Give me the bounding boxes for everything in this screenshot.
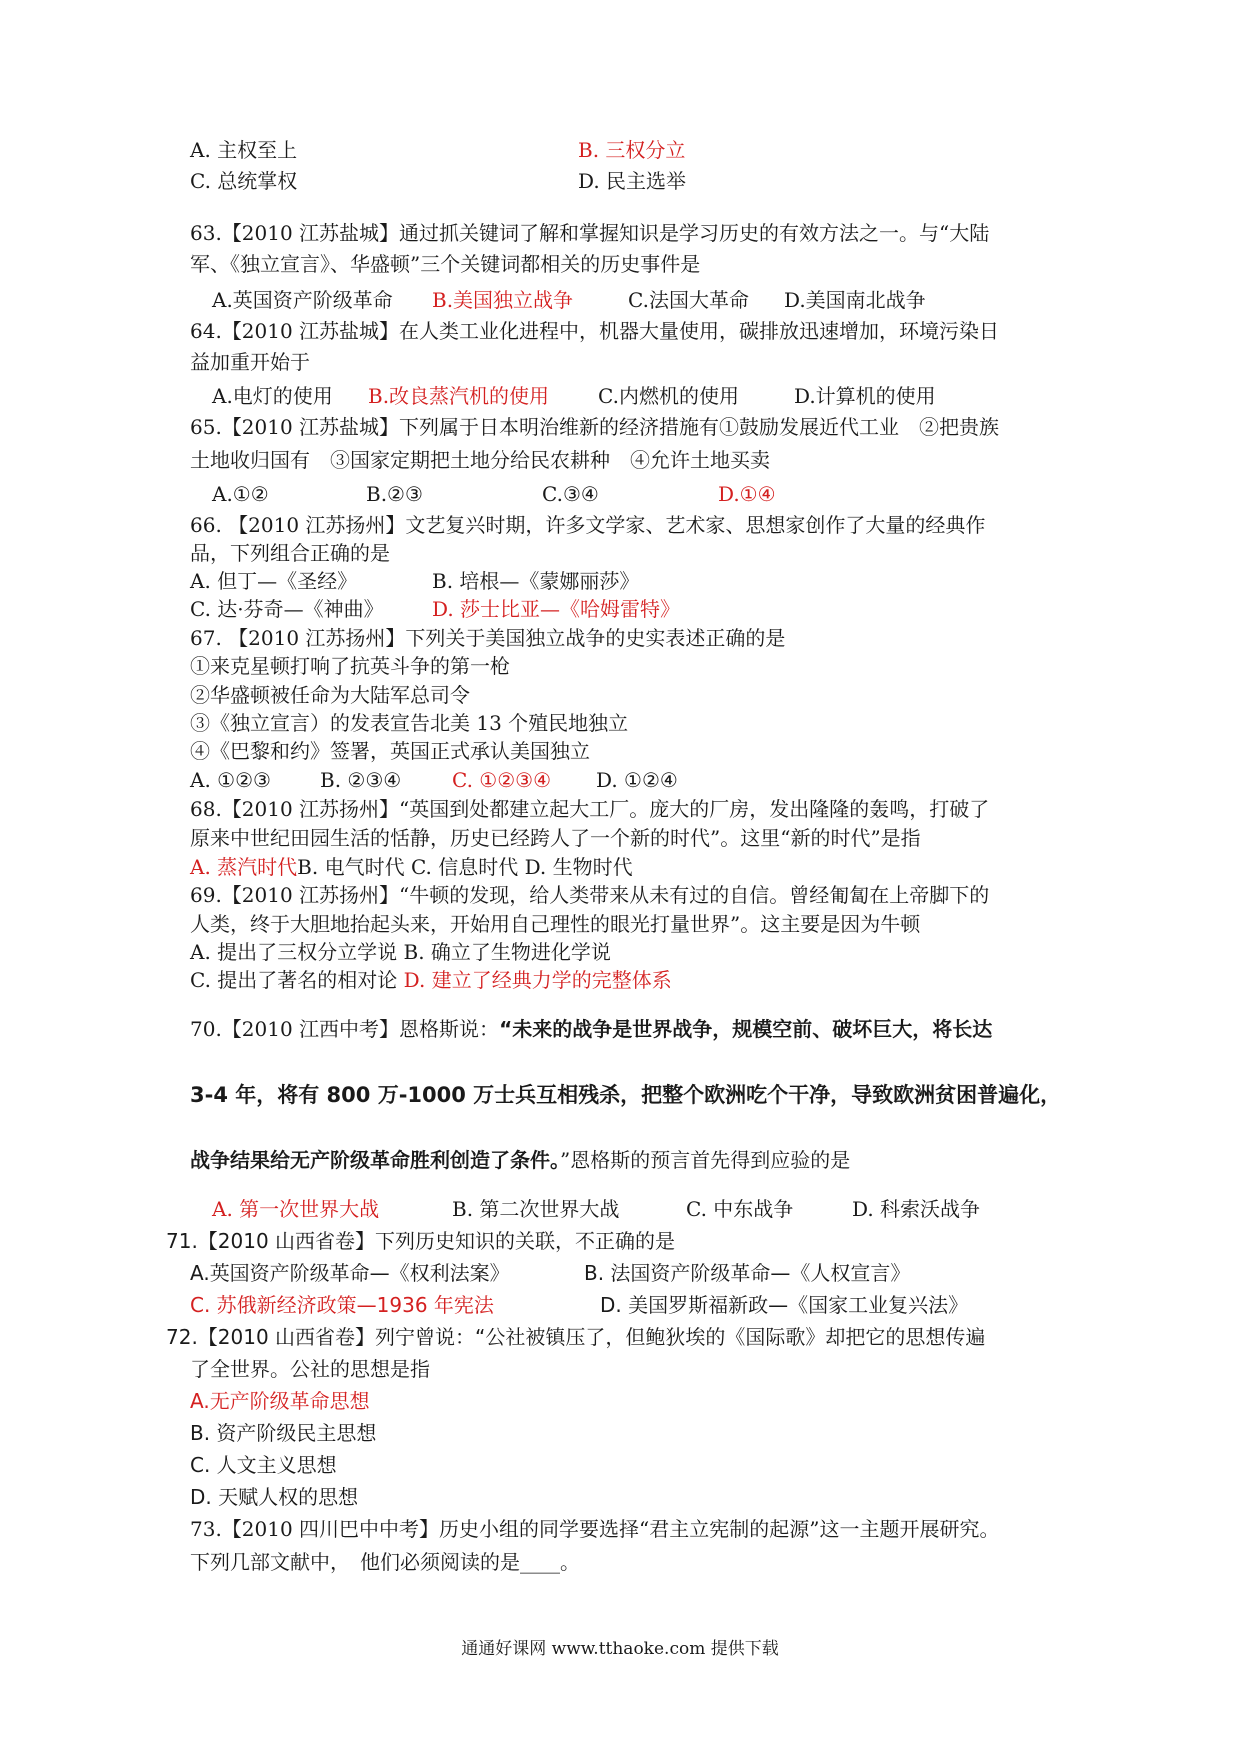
question-71: 71.【2010 山西省卷】下列历史知识的关联，不正确的是	[166, 1229, 676, 1253]
q69-answer-d: D. 建立了经典力学的完整体系	[403, 968, 672, 992]
q71-option-a: A.英国资产阶级革命—《权利法案》	[190, 1261, 510, 1285]
q70-prefix: 70.【2010 江西中考】恩格斯说：	[190, 1017, 500, 1041]
q70-answer-a: A. 第一次世界大战	[212, 1197, 380, 1221]
q65-option-a: A.①②	[212, 482, 269, 506]
q67-option-d: D. ①②④	[596, 768, 678, 792]
q69-options-cd	[190, 966, 672, 994]
q68-options	[190, 853, 633, 881]
page-footer: 通通好课网 www.tthaoke.com 提供下载	[461, 1639, 779, 1659]
q67-statement-3: ③《独立宣言）的发表宣告北美 13 个殖民地独立	[190, 711, 629, 735]
q68-answer-a: A. 蒸汽时代	[190, 855, 298, 879]
question-73-line1: 73.【2010 四川巴中中考】历史小组的同学要选择“君主立宪制的起源”这一主题开展研究。	[190, 1517, 1000, 1541]
q64-option-c: C.内燃机的使用	[598, 384, 739, 408]
q72-option-b: B. 资产阶级民主思想	[190, 1421, 377, 1445]
q69-options-ab: A. 提出了三权分立学说 B. 确立了生物进化学说	[190, 940, 611, 964]
q69-option-c: C. 提出了著名的相对论	[190, 968, 398, 992]
q70-option-d: D. 科索沃战争	[852, 1197, 981, 1221]
q63-answer-b: B.美国独立战争	[432, 288, 574, 312]
q63-option-c: C.法国大革命	[628, 288, 749, 312]
q65-option-c: C.③④	[542, 482, 599, 506]
question-66-line2: 品，下列组合正确的是	[190, 541, 390, 565]
q72-option-d: D. 天赋人权的思想	[190, 1485, 359, 1509]
q67-option-a: A. ①②③	[190, 768, 271, 792]
question-64-line2: 益加重开始于	[190, 350, 310, 374]
q66-option-b: B. 培根—《蒙娜丽莎》	[432, 569, 640, 593]
option-c: C. 总统掌权	[190, 169, 298, 193]
question-68-line1: 68.【2010 江苏扬州】“英国到处都建立起大工厂。庞大的厂房，发出隆隆的轰鸣，打破了	[190, 797, 990, 821]
q66-option-a: A. 但丁—《圣经》	[190, 569, 358, 593]
question-68-line2: 原来中世纪田园生活的恬静，历史已经跨人了一个新的时代”。这里“新的时代”是指	[190, 826, 921, 850]
question-67-line1: 67. 【2010 江苏扬州】下列关于美国独立战争的史实表述正确的是	[190, 626, 786, 650]
question-65-line2: 土地收归国有 ③国家定期把土地分给民农耕种 ④允许土地买卖	[190, 448, 770, 472]
question-65-line1: 65.【2010 江苏盐城】下列属于日本明治维新的经济措施有①鼓励发展近代工业 ②把贵族	[190, 415, 1000, 439]
option-d: D. 民主选举	[578, 169, 687, 193]
question-69-line2: 人类，终于大胆地抬起头来，开始用自己理性的眼光打量世界”。这主要是因为牛顿	[190, 912, 921, 936]
q64-option-d: D.计算机的使用	[794, 384, 936, 408]
q63-option-a: A.英国资产阶级革命	[212, 288, 393, 312]
q70-quote-start: “未来的战争是世界战争，规模空前、破坏巨大，将长达	[499, 1017, 993, 1041]
q70-option-c: C. 中东战争	[686, 1197, 794, 1221]
question-72-line1: 72.【2010 山西省卷】列宁曾说：“公社被镇压了，但鲍狄埃的《国际歌》却把它的思想传遍	[166, 1325, 986, 1349]
question-72-line2: 了全世界。公社的思想是指	[190, 1357, 430, 1381]
answer-option-b: B. 三权分立	[578, 138, 686, 162]
q67-statement-1: ①来克星顿打响了抗英斗争的第一枪	[190, 654, 510, 678]
q66-option-c: C. 达·芬奇—《神曲》	[190, 597, 384, 621]
q70-option-b: B. 第二次世界大战	[452, 1197, 620, 1221]
q66-answer-d: D. 莎士比亚—《哈姆雷特》	[432, 597, 681, 621]
q70-question: ”恩格斯的预言首先得到应验的是	[560, 1148, 851, 1172]
question-66-line1: 66. 【2010 江苏扬州】文艺复兴时期，许多文学家、艺术家、思想家创作了大量的经典作	[190, 513, 986, 537]
question-73-line2: 下列几部文献中， 他们必须阅读的是____。	[190, 1550, 580, 1574]
question-64-line1: 64.【2010 江苏盐城】在人类工业化进程中，机器大量使用，碳排放迅速增加，环境污染日	[190, 319, 1000, 343]
q67-statement-4: ④《巴黎和约》签署，英国正式承认美国独立	[190, 739, 590, 763]
q67-answer-c: C. ①②③④	[452, 768, 552, 792]
q65-option-b: B.②③	[366, 482, 423, 506]
question-70-line1	[190, 1015, 992, 1043]
q65-answer-d: D.①④	[718, 482, 776, 506]
question-63-line1: 63.【2010 江苏盐城】通过抓关键词了解和掌握知识是学习历史的有效方法之一。与“大陆	[190, 221, 990, 245]
question-69-line1: 69.【2010 江苏扬州】“牛顿的发现，给人类带来从未有过的自信。曾经匍匐在上帝脚下的	[190, 883, 990, 907]
q72-answer-a: A.无产阶级革命思想	[190, 1389, 370, 1413]
question-70-line2: 3-4 年，将有 800 万-1000 万士兵互相残杀，把整个欧洲吃个干净，导致欧洲贫困普遍化，	[190, 1083, 1062, 1107]
q71-option-b: B. 法国资产阶级革命—《人权宣言》	[584, 1261, 911, 1285]
option-a: A. 主权至上	[190, 138, 298, 162]
q70-quote-end: 战争结果给无产阶级革命胜利创造了条件。	[190, 1148, 560, 1172]
q72-option-c: C. 人文主义思想	[190, 1453, 337, 1477]
q68-options-bcd: B. 电气时代 C. 信息时代 D. 生物时代	[297, 855, 633, 879]
q63-option-d: D.美国南北战争	[784, 288, 926, 312]
q64-option-a: A.电灯的使用	[212, 384, 333, 408]
q67-option-b: B. ②③④	[320, 768, 402, 792]
question-63-line2: 军、《独立宣言》、华盛顿”三个关键词都相关的历史事件是	[190, 252, 701, 276]
question-70-line3	[190, 1146, 850, 1174]
q71-answer-c: C. 苏俄新经济政策—1936 年宪法	[190, 1293, 494, 1317]
q64-answer-b: B.改良蒸汽机的使用	[368, 384, 550, 408]
q71-option-d: D. 美国罗斯福新政—《国家工业复兴法》	[600, 1293, 969, 1317]
q67-statement-2: ②华盛顿被任命为大陆军总司令	[190, 683, 470, 707]
